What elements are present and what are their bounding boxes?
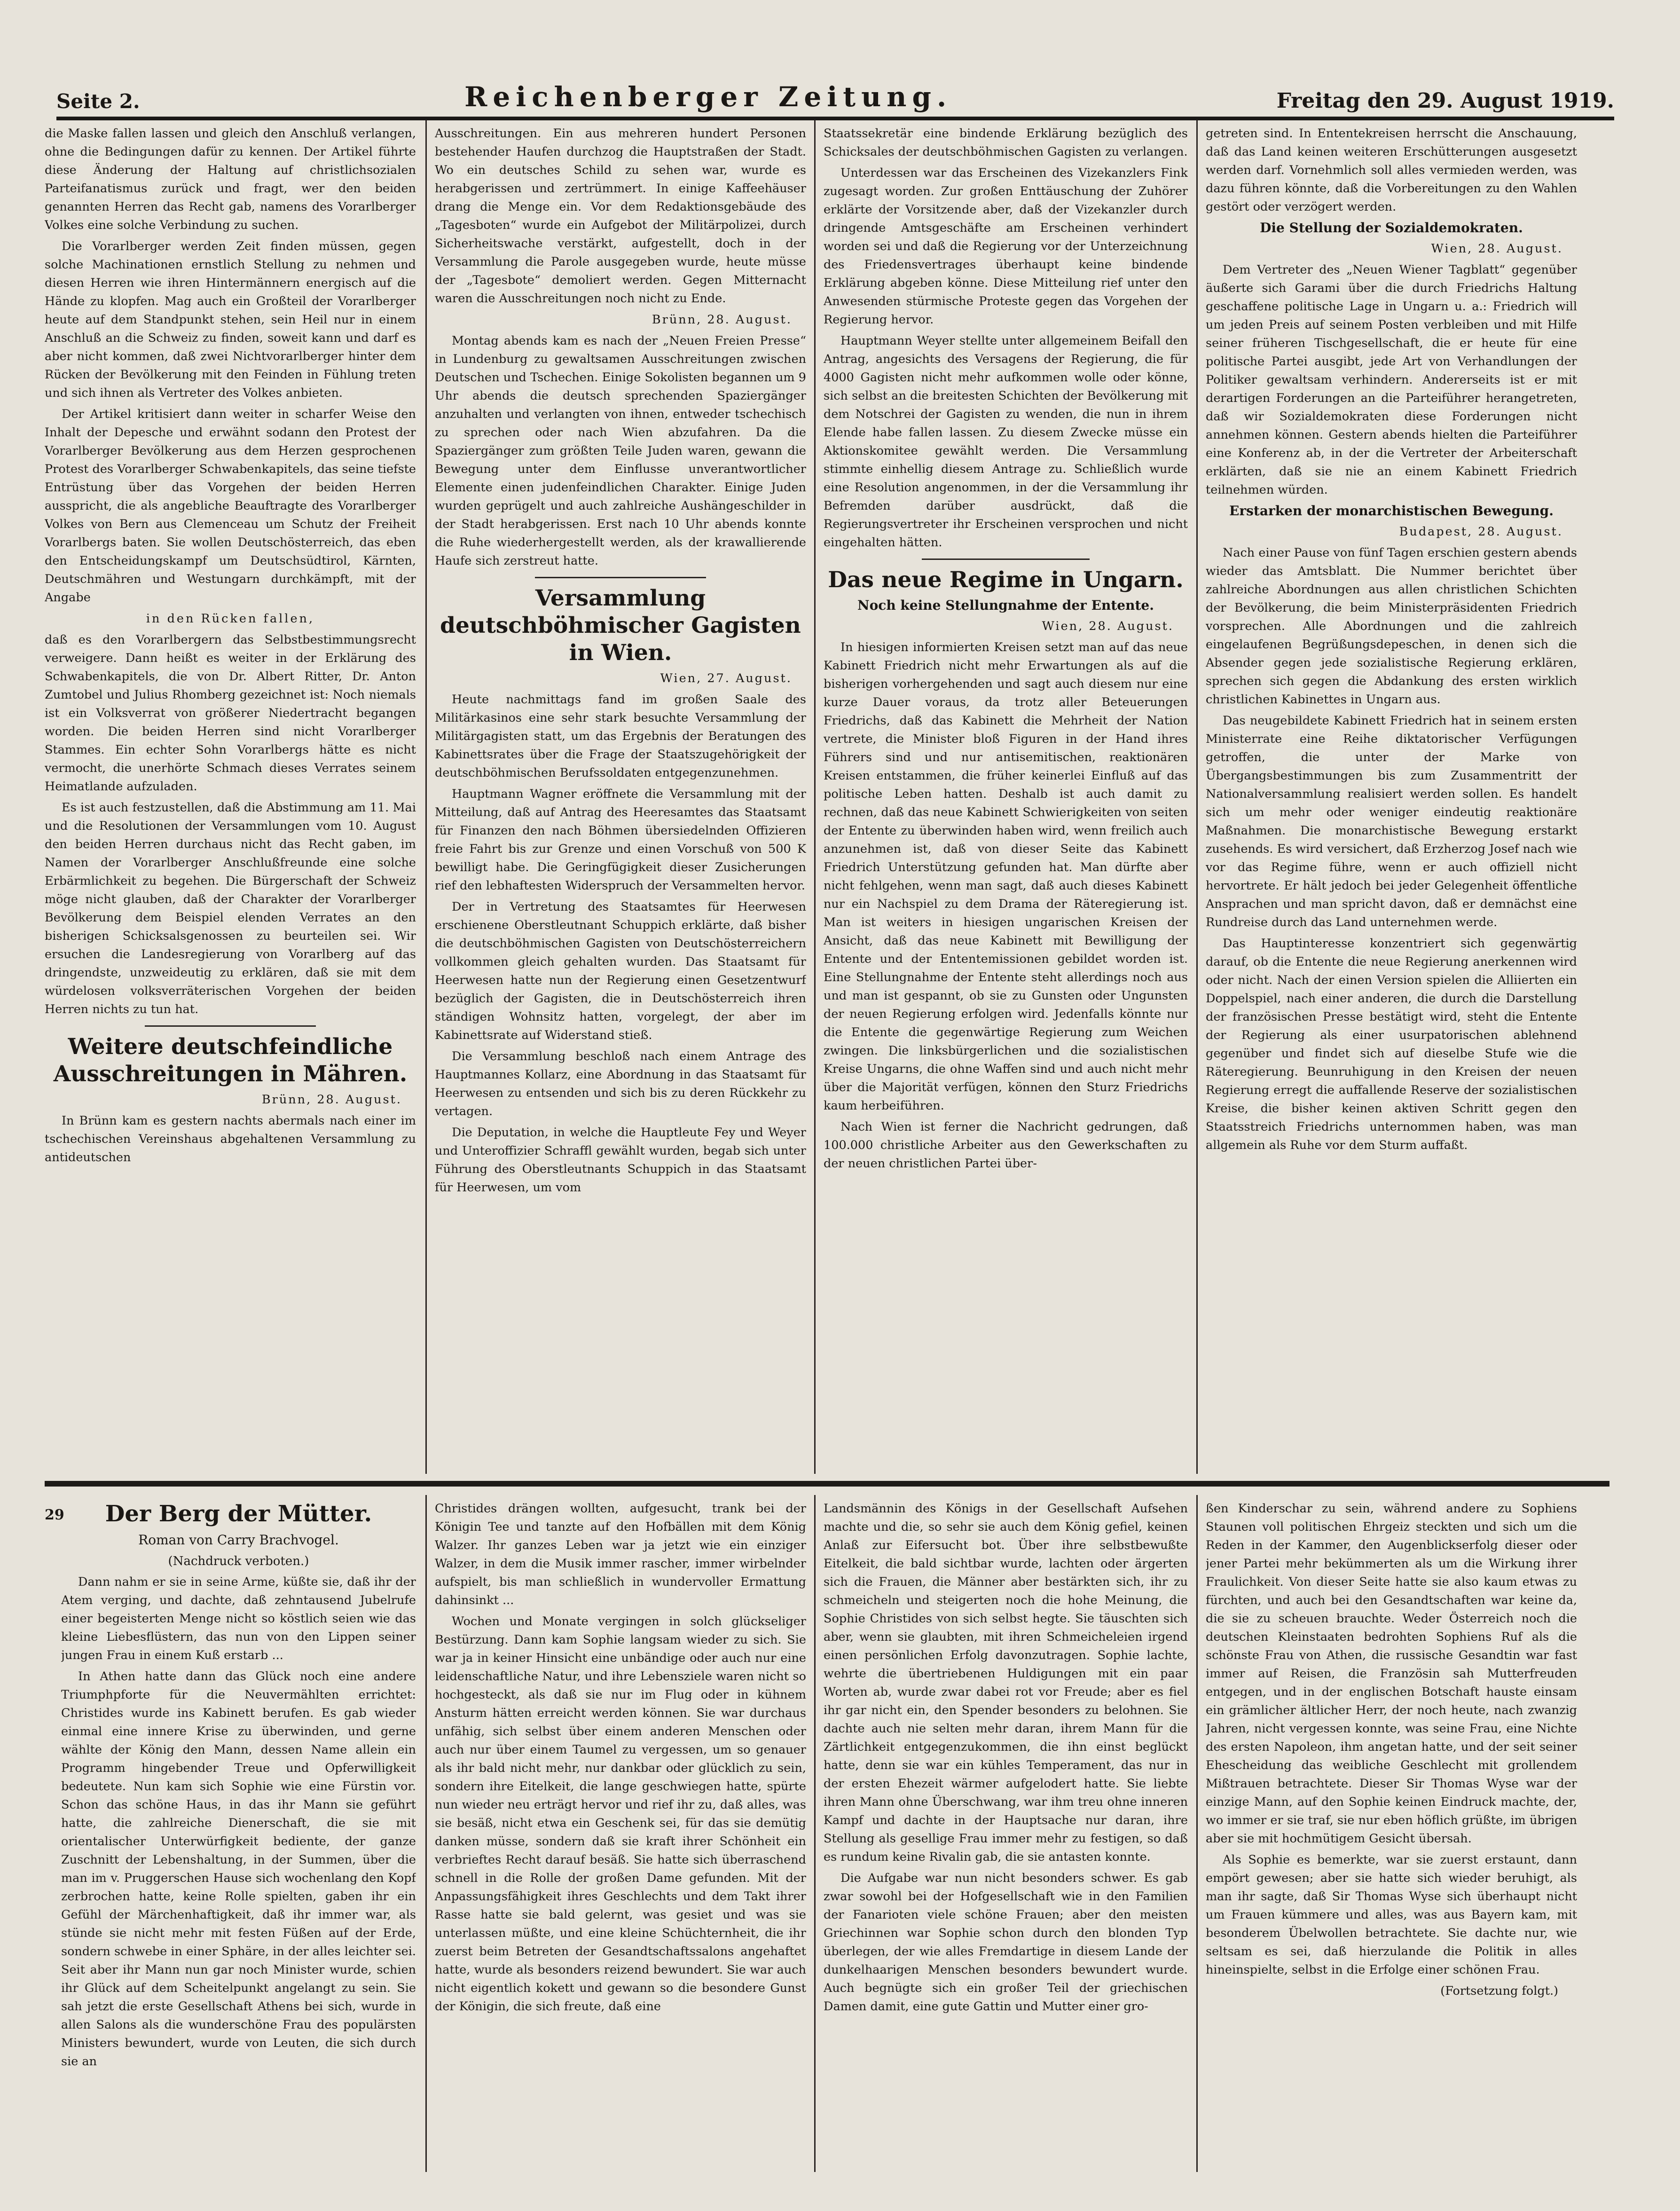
article-column-4 [1206,125,1577,1476]
page-header [56,71,1614,120]
article-headline: Weitere deutschfeindliche Ausschreitungen in Mähren. [53,1034,408,1087]
paragraph: Hauptmann Weyer stellte unter allgemeinem Beifall den Antrag, angesichts des Versagens der Regierung, die für 4000 Gagisten nicht mehr aufkommen wolle oder könne, sich selbst an die breitesten Schichten der Bevölkerung mit dem Notschrei der Gagisten zu wenden, die nun in ihrem Elende habe fallen lassen. Zu diesem Zwecke müsse ein Aktionskomitee gewählt werden. Die Versammlung stimmte einhellig diesem Antrage zu. Schließlich wurde eine Resolution angenommen, in der die Versammlung ihr Befremden darüber ausdrückt, daß die Regierungsvertreter ihr Erscheinen versprochen und nicht eingehalten hätten. [824,334,1188,550]
paragraph: Nach einer Pause von fünf Tagen erschien gestern abends wieder das Amtsblatt. Die Nummer berichtet über zahlreiche Abordnungen aus allen christlichen Schichten der Bevölkerung, die beim Ministerpräsidenten Friedrich vorsprechen. Alle Abordnungen und die zahlreich eingelaufenen Begrüßungsdepeschen, in denen sich die Absender gegen jede sozialistische Regierung erklären, sprechen sich gegen die Abdankung des ersten wirklich christlichen Kabinettes in Ungarn aus. [1206,546,1577,707]
column-rule [1196,1495,1198,2172]
serial-installment-number: 29 [45,1507,64,1523]
feuilleton-column-2 [435,1500,806,2177]
paragraph: Die Aufgabe war nun nicht besonders schwer. Es gab zwar sowohl bei der Hofgesellschaft wie in den Familien der Fanarioten viele schöne Frauen; aber den meisten Griechinnen war Sophie schon durch den blonden Typ überlegen, der wie alles Fremdartige in diesem Lande der dunkelhaarigen Menschen besonders bewundert wurde. Auch begnügte sich ein großer Teil der griechischen Damen damit, eine gute Gattin und Mutter einer gro- [824,1871,1188,2014]
paragraph: Die Deputation, in welche die Hauptleute Fey und Weyer und Unteroffizier Schraffl gewählt wurden, begab sich unter Führung des Oberstleutnants Schuppich in das Staatsamt für Heerwesen, um vom [435,1125,806,1195]
paragraph: Ausschreitungen. Ein aus mehreren hundert Personen bestehender Haufen durchzog die Hauptstraßen der Stadt. Wo ein deutsches Schild zu sehen war, wurde es herabgerissen und zertrümmert. In einige Kaffeehäuser drang die Menge ein. Vor dem Redaktionsgebäude des „Tagesboten“ wurde ein Aufgebot der Militärpolizei, durch Sicherheitswache verstärkt, aufgestellt, doch in der Versammlung die Parole ausgegeben wurde, heute müsse der „Tagesbote“ demoliert werden. Gegen Mitternacht waren die Ausschreitungen noch nicht zu Ende. [435,126,806,306]
section-divider [145,1025,315,1027]
paragraph: Montag abends kam es nach der „Neuen Freien Presse“ in Lundenburg zu gewaltsamen Ausschreitungen zwischen Deutschen und Tschechen. Einige Sokolisten begannen um 9 Uhr abends die deutsch sprechenden Spaziergänger anzuhalten und verlangten von ihnen, entweder tschechisch zu sprechen oder nach Wien abzufahren. Da die Spaziergänger zum größten Teile Juden waren, gewann die Bewegung unter dem Einflusse unverantwortlicher Elemente einen judenfeindlichen Charakter. Einige Juden wurden geprügelt und auch zahlreiche Aushängeschilder in der Stadt herabgerissen. Erst nach 10 Uhr abends konnte die Ruhe wiederhergestellt werden, als der krawallierende Haufe sich zerstreut hatte. [435,334,806,568]
paragraph: Unterdessen war das Erscheinen des Vizekanzlers Fink zugesagt worden. Zur großen Enttäuschung der Zuhörer erklärte der Vorsitzende aber, daß der Vizekanzler durch dringende Amtsgeschäfte am Erscheinen verhindert worden sei und daß die Regierung vor der Unterzeichnung des Friedensvertrages überhaupt keine bindende Erklärung abgeben könne. Diese Mitteilung rief unter den Anwesenden stürmische Proteste gegen das Vorgehen der Regierung hervor. [824,166,1188,327]
dateline: Wien, 28. August. [1431,242,1563,256]
reprint-notice: (Nachdruck verboten.) [168,1554,309,1568]
paragraph: Hauptmann Wagner eröffnete die Versammlung mit der Mitteilung, daß auf Antrag des Heeresamtes das Staatsamt für Finanzen den nach Böhmen übersiedelnden Offizieren freie Fahrt bis zur Grenze und einen Vorschuß von 500 K bewilligt habe. Die Geringfügigkeit dieser Zusicherungen rief den lebhaftesten Widerspruch der Versammelten hervor. [435,787,806,893]
feuilleton-column-1 [61,1500,416,2177]
paragraph: In Brünn kam es gestern nachts abermals nach einer im tschechischen Vereinshaus abgehaltenen Versammlung zu antideutschen [45,1114,416,1165]
column-rule [814,1495,816,2172]
paragraph: Als Sophie es bemerkte, war sie zuerst erstaunt, dann empört gewesen; aber sie hatte sich wieder beruhigt, als man ihr sagte, daß Sir Thomas Wyse sich überhaupt nicht um Frauen kümmere und alles, was aus Bayern kam, mit besonderem Übelwollen betrachtete. Sie dachte nur, wie seltsam es sei, daß hierzulande die Politik in alles hineinspielte, selbst in die Erfolge einer schönen Frau. [1206,1853,1577,1977]
serial-author: Roman von Carry Brachvogel. [138,1532,339,1548]
section-divider [922,559,1090,560]
paragraph: Nach Wien ist ferner die Nachricht gedrungen, daß 100.000 christliche Arbeiter aus den Gewerkschaften zu der neuen christlichen Partei über- [824,1120,1188,1171]
paragraph: Dann nahm er sie in seine Arme, küßte sie, daß ihr der Atem verging, und dachte, daß zehntausend Jubelrufe einer begeisterten Menge nicht so köstlich seien wie das kleine Liebesflüstern, das nun von den Lippen seiner jungen Frau in einem Kuß erstarb ... [61,1575,416,1662]
section-divider [535,577,706,578]
feuilleton-separator [45,1481,1609,1487]
article-column-2 [435,125,806,1476]
paragraph: Heute nachmittags fand im großen Saale des Militärkasinos eine sehr stark besuchte Versammlung der Militärgagisten statt, um das Ergebnis der Beratungen des Kabinettsrates über die Frage der Staatszugehörigkeit der deutschböhmischen Berufssoldaten entgegenzunehmen. [435,692,806,780]
paragraph: in den Rücken fallen, [146,612,315,626]
article-column-3 [824,125,1188,1476]
dateline: Wien, 27. August. [660,671,792,685]
paragraph: Dem Vertreter des „Neuen Wiener Tagblatt“ gegenüber äußerte sich Garami über die durch Friedrichs Haltung geschaffene politische Lage in Ungarn u. a.: Friedrich will um jeden Preis auf seinem Posten verbleiben und mit Hilfe seiner früheren Tischgesellschaft, die er heute für eine politische Partei ausgibt, jede Art von Verhandlungen der Politiker gewaltsam verhindern. Andererseits ist er mit derartigen Forderungen an die Parteiführer herangetreten, daß wir Sozialdemokraten diese Forderungen nicht annehmen können. Gestern abends hielten die Parteiführer eine Konferenz ab, in der die Vertreter der Arbeiterschaft erklärten, daß sie nie an einem Kabinett Friedrich teilnehmen würden. [1206,263,1577,497]
paragraph: Wochen und Monate vergingen in solch glückseliger Bestürzung. Dann kam Sophie langsam wieder zu sich. Sie war ja in keiner Hinsicht eine unbändige oder auch nur eine leidenschaftliche Natur, und ihre Lebensziele waren nicht so hochgesteckt, als daß sie nur im Flug oder in kühnem Ansturm hätten erreicht werden können. Sie war durchaus unfähig, sich selbst über einem anderen Menschen oder auch nur über einem Taumel zu vergessen, um so genauer als ihr bald nicht mehr, nur dankbar oder glücklich zu sein, sondern ihre Eitelkeit, die lange geschwiegen hatte, spürte nun wieder neu erträgt hervor und rief ihr zu, daß alles, was sie besäß, nicht etwa ein Geschenk sei, für das sie demütig danken müsse, sondern daß sie kraft ihrer Schönheit ein verbrieftes Recht darauf besäß. Sie hatte sich überraschend schnell in die Rolle der großen Dame gefunden. Mit der Anpassungsfähigkeit ihres Geschlechts und dem Takt ihrer Rasse hatte sie bald gelernt, was gesiet und was sie unterlassen müßte, und eine kleine Schüchternheit, die ihr zuerst beim Betreten der Gesandtschaftssalons angehaftet hatte, wurde als besonders reizend bewundert. Sie war auch nicht eigentlich kokett und gewann so die besondere Gunst der Königin, die sich freute, daß eine [435,1614,806,2014]
paragraph: daß es den Vorarlbergern das Selbstbestimmungsrecht verweigere. Dann heißt es weiter in der Erklärung des Schwabenkapitels, die von Dr. Albert Ritter, Dr. Anton Zumtobel und Julius Rhomberg gezeichnet ist: Noch niemals ist ein Volksverrat von größerer Niedertracht begangen worden. Die beiden Herren sind nicht Vorarlberger Stammes. Ein echter Sohn Vorarlbergs hätte es nicht vermocht, die unerhörte Schmach dieses Verrates seinem Heimatlande aufzuladen. [45,633,416,794]
article-subheadline: Noch keine Stellungnahme der Entente. [857,598,1154,613]
column-rule [425,120,427,1474]
paragraph: Christides drängen wollten, aufgesucht, trank bei der Königin Tee und tanzte auf den Hofbällen mit dem König Walzer. Ihr ganzes Leben war ja jetzt wie ein einziger Walzer, in dem die Musik immer rascher, immer wirbelnder aufspielt, bis man schließlich in wundervoller Ermattung dahinsinkt ... [435,1502,806,1607]
dateline: Budapest, 28. August. [1399,525,1563,539]
dateline: Brünn, 28. August. [261,1093,402,1107]
paragraph: Der Artikel kritisiert dann weiter in scharfer Weise den Inhalt der Depesche und erwähnt sodann den Protest der Vorarlberger Bevölkerung aus dem Herzen gesprochenen Protest des Vorarlberger Schwabenkapitels, das seine tiefste Entrüstung über das Vorgehen der beiden Herren ausspricht, die als angebliche Beauftragte des Vorarlberger Volkes von Bern aus Clemenceau um Schutz der Freiheit Vorarlbergs baten. Sie wollen Deutschösterreich, das eben den Entscheidungskampf um Deutschsüdtirol, Kärnten, Deutschmähren und Westungarn durchkämpft, mit der Angabe [45,407,416,605]
continuation-note: (Fortsetzung folgt.) [1440,1984,1558,1998]
article-subheadline: Erstarken der monarchistischen Bewegung. [1229,503,1554,519]
paragraph: In hiesigen informierten Kreisen setzt man auf das neue Kabinett Friedrich nicht mehr Erwartungen als auf die bisherigen vorhergehenden und sagt auch diesem nur eine kurze Dauer voraus, da trotz aller Beteuerungen Friedrichs, daß das Kabinett die Mehrheit der Nation vertrete, die Minister bloß Figuren in der Hand ihres Führers sind und nur antisemitischen, reaktionären Kreisen entstammen, die früher keinerlei Einfluß auf das politische Leben hatten. Deshalb ist auch damit zu rechnen, daß das neue Kabinett Schwierigkeiten von seiten der Entente zu überwinden haben wird, wenn freilich auch anzunehmen ist, daß von dieser Seite das Kabinett Friedrich Unterstützung gefunden hat. Man dürfte aber nicht fehlgehen, wenn man sagt, daß auch dieses Kabinett nur ein Nachspiel zu dem Drama der Räteregierung ist. Man ist weiters in hiesigen ungarischen Kreisen der Ansicht, daß das neue Kabinett mit Bewilligung der Entente und der Ententemissionen gebildet worden ist. Eine Stellungnahme der Entente steht allerdings noch aus und man ist gespannt, ob sie zu Gunsten oder Ungunsten der neuen Regierung erfolgen wird. Jedenfalls könnte nur die Entente die gegenwärtige Regierung zum Weichen zwingen. Die linksbürgerlichen und die sozialistischen Kreise Ungarns, die ohne Waffen sind und auch nicht mehr über die Majorität verfügen, können den Sturz Friedrichs kaum herbeiführen. [824,640,1188,1113]
paragraph: getreten sind. In Ententekreisen herrscht die Anschauung, daß das Land keinen weiteren Erschütterungen ausgesetzt werden darf. Vornehmlich soll alles vermieden werden, was dazu führen könnte, daß die Vorbereitungen zu den Wahlen gestört oder verzögert werden. [1206,126,1577,214]
serial-title: Der Berg der Mütter. [105,1501,372,1527]
article-headline: Das neue Regime in Ungarn. [828,567,1184,593]
paragraph: Das neugebildete Kabinett Friedrich hat in seinem ersten Ministerrate eine Reihe diktatorischer Verfügungen getroffen, die unter der Marke von Übergangsbestimmungen bis zum Zusammentritt der Nationalversammlung realisiert werden sollen. Es handelt sich um mehr oder weniger eindeutig reaktionäre Maßnahmen. Die monarchistische Bewegung erstarkt zusehends. Es wird versichert, daß Erzherzog Josef nach wie vor das Regime führe, wenn er auch offiziell nicht hervortrete. Er hält jedoch bei jeder Gelegenheit öffentliche Ansprachen und man spricht davon, daß er demnächst eine Rundreise durch das Land unternehmen werde. [1206,714,1577,929]
article-headline: Versammlung deutschböhmischer Gagisten in Wien. [440,585,801,666]
article-column-1 [45,125,416,1476]
issue-date: Freitag den 29. August 1919. [1276,89,1614,113]
paragraph: Das Hauptinteresse konzentriert sich gegenwärtig darauf, ob die Entente die neue Regierung anerkennen wird oder nicht. Nach der einen Version spielen die Alliierten ein Doppelspiel, nach einer anderen, die durch die Darstellung der französischen Presse bestätigt wird, steht die Entente der Regierung als einer usurpatorischen ablehnend gegenüber und findet sich auf dieselbe Stufe wie die Räteregierung. Beunruhigung in den Kreisen der neuen Regierung erregt die auffallende Reserve der sozialistischen Kreise, die bisher keinen aktiven Schritt gegen den Staatsstreich Friedrichs unternommen haben, was man allgemein als Ruhe vor dem Sturm auffaßt. [1206,936,1577,1152]
column-rule [425,1495,427,2172]
column-rule [814,120,816,1474]
paragraph: die Maske fallen lassen und gleich den Anschluß verlangen, ohne die Bedingungen dafür zu kennen. Der Artikel führte diese Änderung der Haltung auf christlichsozialen Parteifanatismus zurück und fragt, wer den beiden genannten Herren das Recht gab, namens des Vorarlberger Volkes eine solche Verbindung zu suchen. [45,126,416,232]
dateline: Brünn, 28. August. [652,313,792,327]
paragraph: Die Versammlung beschloß nach einem Antrage des Hauptmannes Kollarz, eine Abordnung in das Staatsamt für Heerwesen zu entsenden und sich bis zu deren Rückkehr zu vertagen. [435,1049,806,1118]
feuilleton-column-3 [824,1500,1188,2177]
article-subheadline: Die Stellung der Sozialdemokraten. [1260,220,1523,236]
paragraph: ßen Kinderschar zu sein, während andere zu Sophiens Staunen voll politischen Ehrgeiz steckten und sich um die Reden in der Kammer, den Augenblickserfolg dieser oder jener Partei mehr bekümmerten als um die Wirkung ihrer Fraulichkeit. Von dieser Seite hatte sie also kaum etwas zu fürchten, und auch bei den Gesandtschaften war keine da, die sie zu scheuen brauchte. Weder Österreich noch die deutschen Kleinstaaten bedrohten Sophiens Ruf als die schönste Frau von Athen, die russische Gesandtin war fast immer auf Reisen, die Französin sah Mutterfreuden entgegen, und in der englischen Botschaft hauste einsam ein grämlicher ältlicher Herr, der noch heute, nach zwanzig Jahren, nicht vergessen konnte, was seine Frau, eine Nichte des ersten Napoleon, ihm angetan hatte, und der seit seiner Ehescheidung das weibliche Geschlecht mit grollendem Mißtrauen betrachtete. Dieser Sir Thomas Wyse war der einzige Mann, auf den Sophie keinen Eindruck machte, der, wo immer er sie traf, sie nur eben höflich grüßte, im übrigen aber sie mit hochmütigem Gesicht übersah. [1206,1502,1577,1846]
paragraph: Es ist auch festzustellen, daß die Abstimmung am 11. Mai und die Resolutionen der Versammlungen vom 10. August den beiden Herren durchaus nicht das Recht gaben, im Namen der Vorarlberger Anschlußfreunde eine solche Erbärmlichkeit zu begehen. Die Bürgerschaft der Schweiz möge nicht glauben, daß der Charakter der Vorarlberger Bevölkerung dem Beispiel elenden Verrates an den bisherigen Schicksalsgenossen zu beurteilen sei. Wir ersuchen die Landesregierung von Vorarlberg auf das dringendste, unzweideutig zu erklären, daß sie mit dem würdelosen volksverräterischen Vorgehen der beiden Herren nichts zu tun hat. [45,801,416,1016]
paragraph: Staatssekretär eine bindende Erklärung bezüglich des Schicksales der deutschböhmischen Gagisten zu verlangen. [824,126,1188,159]
column-rule [1196,120,1198,1474]
paragraph: Landsmännin des Königs in der Gesellschaft Aufsehen machte und die, so sehr sie auch dem König gefiel, keinen Anlaß zur Eifersucht bot. Über ihre selbstbewußte Eitelkeit, die bald sichtbar wurde, lachten oder ärgerten sich die Frauen, die Männer aber bestärkten sich, ihr zu schmeicheln und steigerten noch die hohe Meinung, die Sophie Christides von sich selbst hegte. Sie täuschten sich aber, wenn sie glaubten, mit ihren Schmeicheleien irgend einen persönlichen Erfolg davonzutragen. Sophie lachte, wehrte die übertriebenen Huldigungen mit ein paar Worten ab, wurde zwar dabei rot vor Freude; aber es fiel ihr gar nicht ein, den Spender besonders zu belohnen. Sie dachte auch nie selten mehr daran, ihrem Mann für die Zärtlichkeit entgegenzukommen, die ihn einst beglückt hatte, denn sie war ein kühles Temperament, das nur in der ersten Ehezeit wärmer aufgelodert hatte. Sie liebte ihren Mann ohne Überschwang, war ihm treu ohne inneren Kampf und dachte in der Hauptsache nur daran, ihre Stellung als gesellige Frau immer mehr zu festigen, so daß es rundum keine Rivalin gab, die sie antasten konnte. [824,1502,1188,1864]
paragraph: In Athen hatte dann das Glück noch eine andere Triumphpforte für die Neuvermählten errichtet: Christides wurde ins Kabinett berufen. Es gab wieder einmal eine innere Krise zu überwinden, und gerne wählte der König den Mann, dessen Name allein ein Programm hingebender Treue und Opferwilligkeit bedeutete. Nun kam sich Sophie wie eine Fürstin vor. Schon das schöne Haus, in das ihr Mann sie geführt hatte, die zahlreiche Dienerschaft, die sie mit orientalischer Unterwürfigkeit bediente, der ganze Zuschnitt der Lebenshaltung, in der Summen, über die man im v. Pruggerschen Hause sich wochenlang den Kopf zerbrochen hatte, keine Rolle spielten, gaben ihr ein Gefühl der Märchenhaftigkeit, daß ihr immer war, als stünde sie nicht mehr mit festen Füßen auf der Erde, sondern schwebe in einer Sphäre, in der alles leichter sei. Seit aber ihr Mann nun gar noch Minister wurde, schien ihr Glück auf dem Scheitelpunkt angelangt zu sein. Sie sah jetzt die erste Gesellschaft Athens bei sich, wurde in allen Salons als die wunderschöne Frau des populärsten Ministers bewundert, wurde von Leuten, die sich durch sie an [61,1669,416,2069]
dateline: Wien, 28. August. [1042,619,1174,633]
masthead-title: Reichenberger Zeitung. [464,81,952,113]
paragraph: Der in Vertretung des Staatsamtes für Heerwesen erschienene Oberstleutnant Schuppich erklärte, daß bisher die deutschböhmischen Gagisten von Deutschösterreichern vollkommen gleich gehalten wurden. Das Staatsamt für Heerwesen hatte nun der Regierung einen Gesetzentwurf bezüglich der Gagisten, die in Deutschösterreich ihren ständigen Wohnsitz hatten, vorgelegt, der aber im Kabinettsrate auf Widerstand stieß. [435,900,806,1042]
feuilleton-column-4 [1206,1500,1577,2177]
paragraph: Die Vorarlberger werden Zeit finden müssen, gegen solche Machinationen ernstlich Stellung zu nehmen und diesen Herren wie ihren Hintermännern energisch auf die Hände zu klopfen. Mag auch ein Großteil der Vorarlberger heute auf dem Standpunkt stehen, sein Heil nur in einem Anschluß an die Schweiz zu finden, soweit kann und darf es aber nicht kommen, daß zwei Nichtvorarlberger hinter dem Rücken der Bevölkerung mit den Feinden in Fühlung treten und sich ihnen als Vertreter des Volkes anbieten. [45,239,416,400]
page-number: Seite 2. [56,90,140,113]
